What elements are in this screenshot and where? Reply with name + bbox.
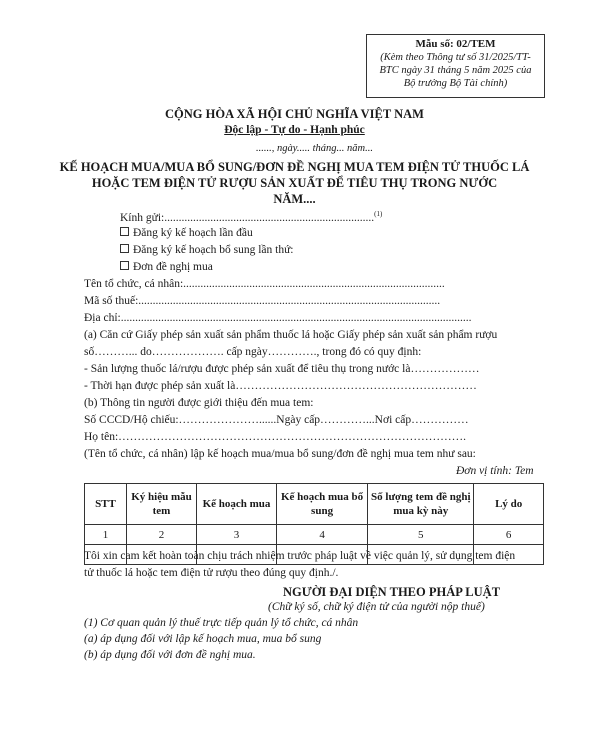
col-header-plan: Kế hoạch mua [197, 484, 277, 525]
col-header-quantity: Số lượng tem đề nghị mua kỳ này [368, 484, 474, 525]
footnote-b: (b) áp dụng đối với đơn đề nghị mua. [84, 649, 256, 661]
country-name: CỘNG HÒA XÃ HỘI CHỦ NGHĨA VIỆT NAM [165, 107, 424, 121]
section-a-line1: (a) Căn cứ Giấy phép sản xuất sản phẩm thuốc lá hoặc Giấy phép sản xuất sản phẩm rượu [84, 329, 498, 341]
option-first-plan[interactable] [120, 227, 253, 239]
signature-note: (Chữ ký số, chữ ký điện tử của người nộp thuế) [268, 601, 485, 613]
form-code: Mẫu số: 02/TEM [415, 38, 496, 50]
form-reference-line2: BTC ngày 31 tháng 5 năm 2025 của [379, 65, 532, 76]
section-b-line1: (b) Thông tin người được giới thiệu đến mua tem: [84, 397, 314, 409]
section-b-line3: Họ tên:………………………………………………………………………………. [84, 431, 467, 443]
document-title-line2: HOẶC TEM ĐIỆN TỬ RƯỢU SẢN XUẤT ĐỂ TIÊU THỤ TRONG NƯỚC [91, 176, 498, 190]
commitment-line2: tử thuốc lá hoặc tem điện tử rượu theo đúng quy định./. [84, 567, 339, 579]
col-header-supplement: Kế hoạch mua bổ sung [276, 484, 367, 525]
tax-code-field: Mã số thuế:......................................................................................................... [84, 295, 441, 307]
option-label: Đăng ký kế hoạch lần đầu [133, 227, 253, 239]
unit-note: Đơn vị tính: Tem [456, 465, 534, 477]
col-header-stamp-code: Ký hiệu mẫu tem [126, 484, 196, 525]
option-label: Đơn đề nghị mua [133, 261, 213, 273]
commitment-line1: Tôi xin cam kết hoàn toàn chịu trách nhiệm trước pháp luật về việc quản lý, sử dụng tem điện [84, 550, 516, 562]
table-cell: 2 [126, 525, 196, 545]
table-cell: 6 [474, 525, 544, 545]
table-cell: 3 [197, 525, 277, 545]
col-header-stt: STT [85, 484, 127, 525]
table-cell: 1 [85, 525, 127, 545]
section-a-line3: - Sản lượng thuốc lá/rượu được phép sản xuất để tiêu thụ trong nước là……………… [84, 363, 480, 375]
form-reference-line3: Bộ trưởng Bộ Tài chính) [403, 78, 508, 89]
form-code-box [366, 34, 545, 98]
motto: Độc lập - Tự do - Hạnh phúc [224, 124, 365, 136]
recipient-footnote-mark: (1) [374, 210, 383, 218]
option-purchase-request[interactable] [120, 261, 213, 273]
date-line: ......, ngày..... tháng... năm... [256, 143, 373, 154]
signature-title: NGƯỜI ĐẠI DIỆN THEO PHÁP LUẬT [283, 585, 501, 599]
table-cell: 4 [276, 525, 367, 545]
form-reference-line1: (Kèm theo Thông tư số 31/2025/TT- [380, 52, 531, 63]
document-title-line1: KẾ HOẠCH MUA/MUA BỔ SUNG/ĐƠN ĐỀ NGHỊ MUA TEM ĐIỆN TỬ THUỐC LÁ [59, 160, 530, 174]
table-cell: 5 [368, 525, 474, 545]
document-title-line3: NĂM.... [273, 192, 316, 206]
footnote-1: (1) Cơ quan quản lý thuế trực tiếp quản lý tổ chức, cá nhân [84, 617, 359, 629]
col-header-reason: Lý do [474, 484, 544, 525]
org-name-field: Tên tổ chức, cá nhân:........................................................................................... [84, 278, 445, 290]
section-a-line4: - Thời hạn được phép sản xuất là……………………………………………………… [84, 380, 477, 392]
table-row [85, 525, 544, 545]
recipient-line [120, 210, 382, 224]
section-b-line4: (Tên tổ chức, cá nhân) lập kế hoạch mua/mua bổ sung/đơn đề nghị mua tem như sau: [84, 448, 476, 460]
address-field: Địa chỉ:.......................................................................................................................... [84, 312, 472, 324]
checkbox-icon[interactable] [120, 244, 129, 253]
section-b-line2: Số CCCD/Hộ chiếu:…………………......Ngày cấp…………...Nơi cấp…………… [84, 414, 469, 426]
recipient-label: Kính gửi:......................................................................... [120, 211, 375, 224]
footnote-a: (a) áp dụng đối với lập kế hoạch mua, mua bổ sung [84, 633, 322, 645]
option-label: Đăng ký kế hoạch bổ sung lần thứ: [133, 244, 294, 256]
table-header-row [85, 484, 544, 525]
section-a-line2: số………... do………………. cấp ngày…………., trong đó có quy định: [84, 346, 422, 358]
checkbox-icon[interactable] [120, 227, 129, 236]
option-supplement-plan[interactable] [120, 244, 294, 256]
checkbox-icon[interactable] [120, 261, 129, 270]
